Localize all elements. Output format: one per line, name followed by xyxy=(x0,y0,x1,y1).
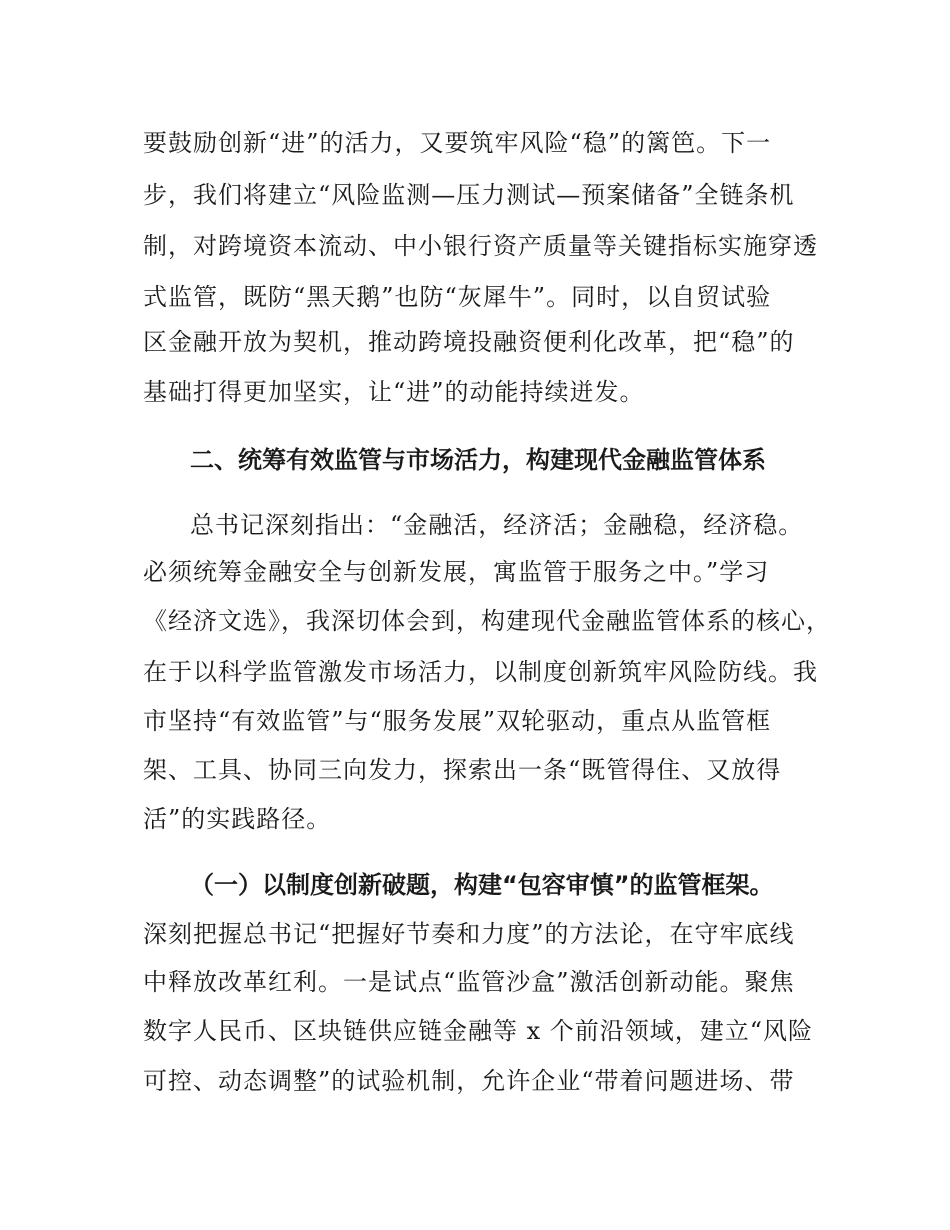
paragraph-3-line-3: 数字人民币、区块链供应链金融等 x 个前沿领域，建立“风险 xyxy=(143,1017,814,1045)
paragraph-3-line-1: 深刻把握总书记“把握好节奏和力度”的方法论，在守牢底线 xyxy=(143,920,795,948)
paragraph-2-line-4: 在于以科学监管激发市场活力，以制度创新筑牢风险防线。我 xyxy=(143,658,818,686)
paragraph-3-line-2: 中释放改革红利。一是试点“监管沙盒”激活创新动能。聚焦 xyxy=(143,968,795,996)
paragraph-2-line-3: 《经济文选》，我深切体会到，构建现代金融监管体系的核心， xyxy=(143,607,831,635)
paragraph-1-line-6: 基础打得更加坚实，让“进”的动能持续迸发。 xyxy=(143,378,645,406)
paragraph-1-line-5: 区金融开放为契机，推动跨境投融资便利化改革，把“稳”的 xyxy=(143,328,795,356)
paragraph-1-line-3: 制，对跨境资本流动、中小银行资产质量等关键指标实施穿透 xyxy=(143,232,818,260)
subsection-heading: （一）以制度创新破题，构建“包容审慎”的监管框架。 xyxy=(190,871,774,899)
paragraph-2-line-1: 总书记深刻指出：“金融活，经济活；金融稳，经济稳。 xyxy=(190,511,804,539)
paragraph-3-line-4: 可控、动态调整”的试验机制，允许企业“带着问题进场、带 xyxy=(143,1067,795,1095)
paragraph-2-line-2: 必须统筹金融安全与创新发展，寓监管于服务之中。”学习 xyxy=(143,558,770,586)
paragraph-2-line-7: 活”的实践路径。 xyxy=(143,805,332,833)
paragraph-2-line-6: 架、工具、协同三向发力，探索出一条“既管得住、又放得 xyxy=(143,756,782,784)
paragraph-2-line-5: 市坚持“有效监管”与“服务发展”双轮驱动，重点从监管框 xyxy=(143,707,772,735)
paragraph-1-line-1: 要鼓励创新“进”的活力，又要筑牢风险“稳”的篱笆。下一 xyxy=(143,129,772,157)
section-heading: 二、统筹有效监管与市场活力，构建现代金融监管体系 xyxy=(190,446,766,474)
paragraph-1-line-4: 式监管，既防“黑天鹅”也防“灰犀牛”。同时，以自贸试验 xyxy=(143,283,772,311)
paragraph-1-line-2: 步，我们将建立“风险监测—压力测试—预案储备”全链条机 xyxy=(143,181,795,209)
